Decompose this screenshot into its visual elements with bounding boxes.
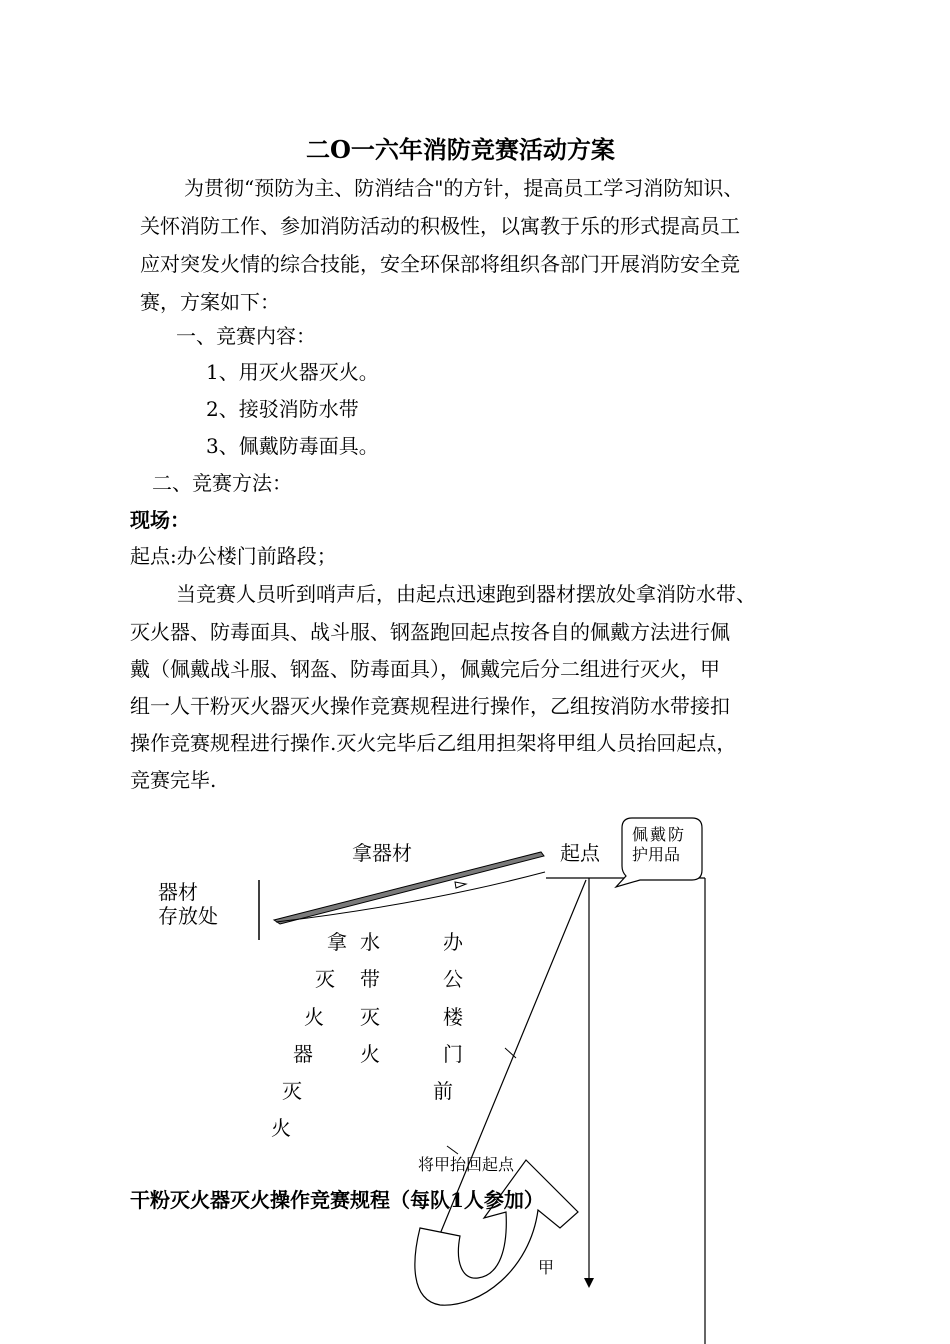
take-extinguisher-char: 拿 (327, 930, 347, 954)
scene-body-line: 操作竞赛规程进行操作.灭火完毕后乙组用担架将甲组人员抬回起点， (130, 731, 737, 755)
section1-heading: 一、竞赛内容： (176, 324, 316, 348)
callout-text-line1: 佩戴防 (632, 825, 687, 844)
carry-back-label: 将甲抬回起点 (418, 1155, 515, 1174)
start-point-label: 起点 (560, 841, 600, 865)
scene-body-line: 竞赛完毕. (130, 768, 217, 792)
office-front-char: 公 (443, 967, 463, 991)
take-extinguisher-char: 火 (304, 1005, 324, 1029)
water-hose-char: 水 (360, 930, 380, 954)
water-hose-char: 火 (360, 1042, 380, 1066)
office-front-char: 楼 (443, 1005, 463, 1029)
callout-text-line2: 护用品 (632, 845, 681, 864)
office-front-char: 前 (433, 1079, 453, 1103)
intro-line: 应对突发火情的综合技能，安全环保部将组织各部门开展消防安全竞 (140, 252, 740, 276)
scene-label: 现场： (130, 508, 190, 532)
water-hose-char: 灭 (360, 1005, 380, 1029)
section1-item: 1、用灭火器灭火。 (206, 360, 379, 384)
person-a-label: 甲 (538, 1258, 555, 1277)
scene-body-line: 灭火器、防毒面具、战斗服、钢盔跑回起点按各自的佩戴方法进行佩 (130, 620, 730, 644)
rules-heading: 干粉灭火器灭火操作竞赛规程（每队1人参加） (130, 1188, 544, 1212)
return-arrow-head (455, 882, 466, 888)
take-extinguisher-char: 器 (293, 1042, 313, 1066)
storage-label-line1: 器材 (158, 880, 198, 904)
scene-body-line: 戴（佩戴战斗服、钢盔、防毒面具），佩戴完后分二组进行灭火，甲 (130, 657, 720, 681)
scene-start: 起点:办公楼门前路段； (130, 544, 337, 568)
storage-label-line2: 存放处 (158, 904, 218, 928)
scene-body-line: 当竞赛人员听到哨声后，由起点迅速跑到器材摆放处拿消防水带、 (176, 582, 756, 606)
carry-back-hook-arrow (415, 1160, 578, 1305)
take-extinguisher-char: 灭 (282, 1079, 302, 1103)
water-hose-char: 带 (360, 967, 380, 991)
section1-item: 3、佩戴防毒面具。 (206, 434, 379, 458)
tick-mark (447, 1146, 458, 1154)
section1-item: 2、接驳消防水带 (206, 397, 359, 421)
intro-line: 为贯彻“预防为主、防消结合"的方针，提高员工学习消防知识、 (184, 176, 744, 200)
scene-body-line: 组一人干粉灭火器灭火操作竞赛规程进行操作，乙组按消防水带接扣 (130, 694, 730, 718)
intro-line: 关怀消防工作、参加消防活动的积极性，以寓教于乐的形式提高员工 (140, 214, 740, 238)
office-front-char: 门 (443, 1042, 463, 1066)
office-front-char: 办 (443, 930, 463, 954)
take-extinguisher-char: 灭 (315, 967, 335, 991)
page-title: 二O一六年消防竞赛活动方案 (306, 135, 615, 164)
take-equipment-label: 拿器材 (352, 841, 412, 865)
take-extinguisher-char: 火 (271, 1116, 291, 1140)
intro-line: 赛，方案如下： (140, 290, 280, 314)
section2-heading: 二、竞赛方法： (152, 471, 292, 495)
